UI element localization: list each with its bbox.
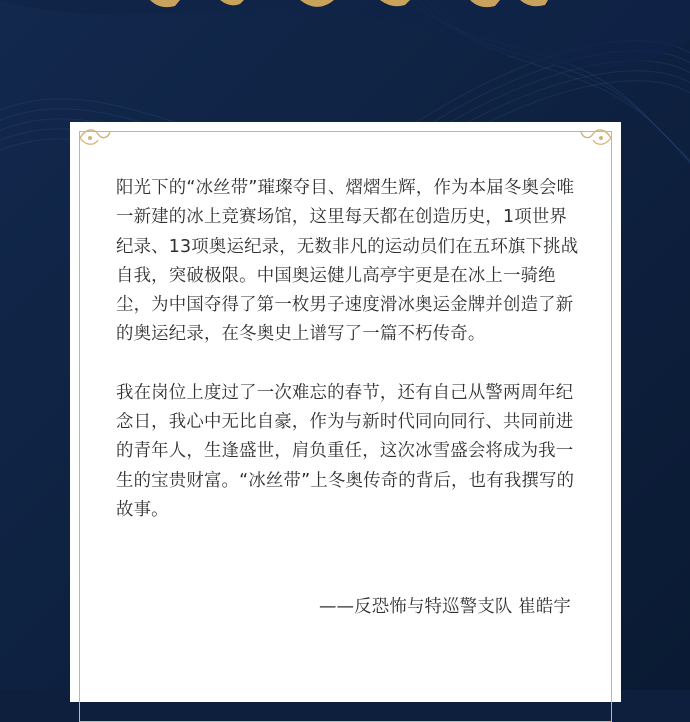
paragraph-1: 阳光下的“冰丝带”璀璨夺目、熠熠生辉，作为本届冬奥会唯一新建的冰上竞赛场馆，这里每天都在创造历史，1项世界纪录、13项奥运纪录，无数非凡的运动员们在五环旗下挑战自我，突破极限。中国奥运健儿高亭宇更是在冰上一骑绝尘，为中国夺得了第一枚男子速度滑冰奥运金牌并创造了新的奥运纪录，在冬奥史上谱写了一篇不朽传奇。 <box>116 178 579 345</box>
gold-header-ornament <box>0 0 690 18</box>
ornament-corner-right-icon <box>579 126 613 150</box>
letter-card <box>70 122 621 702</box>
article-body <box>116 174 581 525</box>
ornament-corner-left-icon <box>78 126 112 150</box>
author-signature: ——反恐怖与特巡警支队 崔皓宇 <box>319 597 571 617</box>
paragraph-2: 我在岗位上度过了一次难忘的春节，还有自己从警两周年纪念日，我心中无比自豪，作为与新时代同向同行、共同前进的青年人，生逢盛世，肩负重任，这次冰雪盛会将成为我一生的宝贵财富。“冰丝带”上冬奥传奇的背后，也有我撰写的故事。 <box>116 382 575 520</box>
